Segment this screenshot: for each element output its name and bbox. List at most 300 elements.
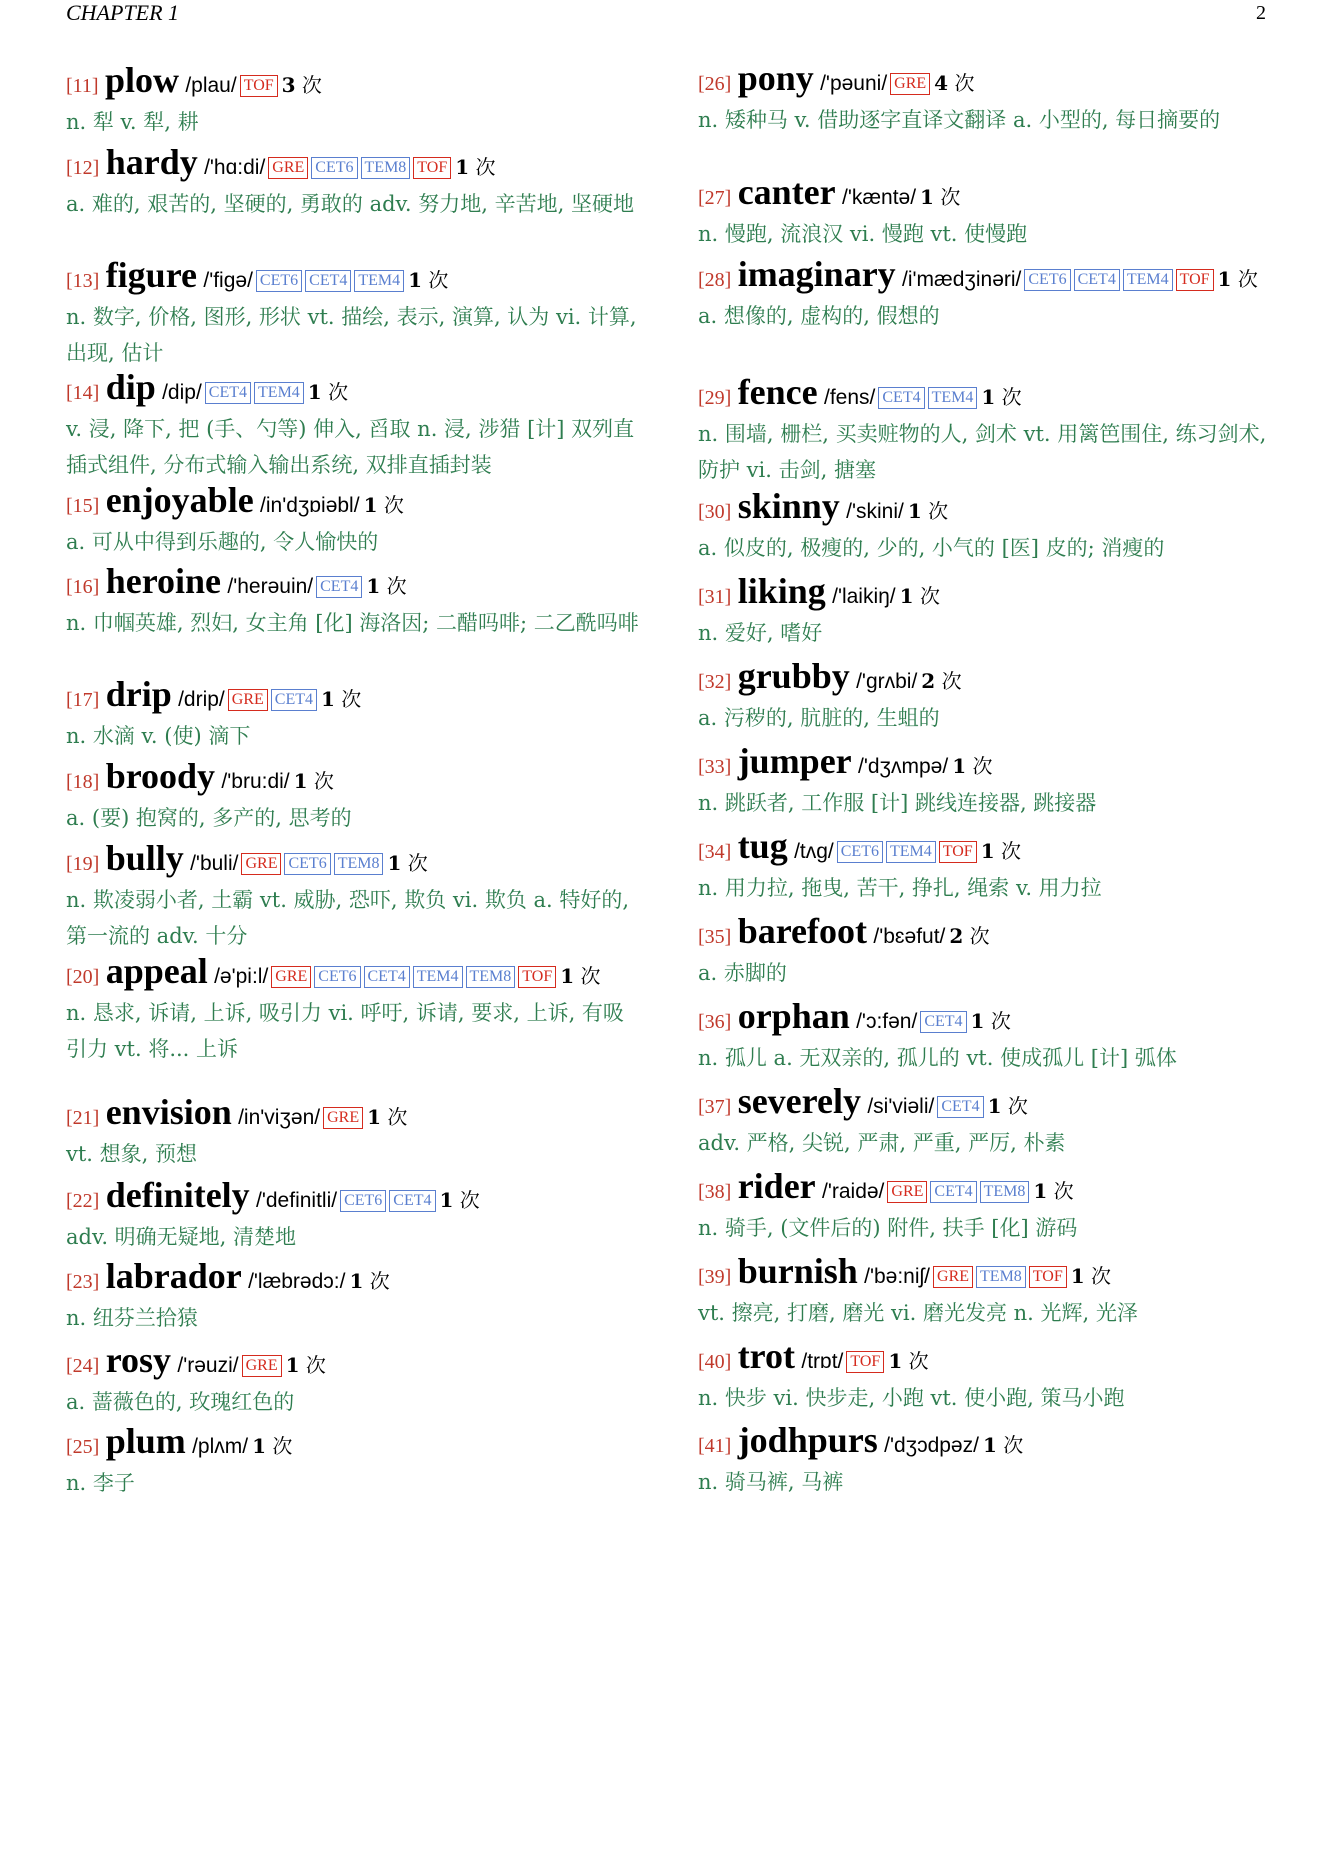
count-unit: 次 bbox=[386, 574, 407, 598]
phonetic: /'rəuzi/ bbox=[177, 1354, 239, 1377]
exam-tag-gre: GRE bbox=[242, 1355, 282, 1377]
exam-tag-tof: TOF bbox=[939, 841, 977, 863]
vocab-entry bbox=[698, 1253, 1270, 1331]
entry-number: [35] bbox=[698, 926, 732, 948]
exam-tag-tof: TOF bbox=[1029, 1266, 1067, 1288]
frequency-count bbox=[1071, 1264, 1111, 1288]
exam-tag-cet4: CET4 bbox=[920, 1011, 966, 1033]
headword: trot bbox=[737, 1336, 795, 1376]
count-number: 1 bbox=[455, 155, 470, 179]
count-number: 1 bbox=[982, 1433, 997, 1457]
count-number: 1 bbox=[560, 964, 575, 988]
entry-head bbox=[66, 1094, 642, 1136]
definition: vt. 想象, 预想 bbox=[66, 1142, 198, 1166]
headword: imaginary bbox=[737, 254, 896, 294]
entry-head bbox=[698, 1253, 1270, 1295]
headword: barefoot bbox=[737, 911, 867, 951]
frequency-count bbox=[252, 1434, 292, 1458]
entry-head bbox=[698, 256, 1270, 298]
headword: figure bbox=[105, 255, 198, 295]
count-unit: 次 bbox=[928, 499, 949, 523]
entry-head bbox=[698, 1422, 1270, 1464]
count-number: 1 bbox=[888, 1349, 903, 1373]
phonetic: /'definitli/ bbox=[256, 1189, 338, 1212]
entry-head bbox=[66, 144, 642, 186]
count-number: 1 bbox=[439, 1188, 454, 1212]
frequency-count bbox=[282, 73, 322, 97]
definition: n. 矮种马 v. 借助逐字直译文翻译 a. 小型的, 每日摘要的 bbox=[698, 108, 1221, 132]
exam-tag-cet4: CET4 bbox=[878, 387, 924, 409]
phonetic: /in'dʒɒiəbl/ bbox=[260, 494, 360, 517]
chapter-header: CHAPTER 1 bbox=[66, 0, 180, 25]
entry-number: [36] bbox=[698, 1011, 732, 1033]
exam-tag-gre: GRE bbox=[887, 1181, 927, 1203]
headword: drip bbox=[105, 674, 172, 714]
count-unit: 次 bbox=[313, 769, 334, 793]
exam-tag-gre: GRE bbox=[268, 157, 308, 179]
phonetic: /i'mædʒinəri/ bbox=[902, 268, 1022, 291]
vocab-entry bbox=[66, 1258, 642, 1336]
vocab-entry bbox=[66, 144, 642, 222]
exam-tag-tem4: TEM4 bbox=[254, 382, 304, 404]
exam-tag-tof: TOF bbox=[518, 966, 556, 988]
frequency-count bbox=[949, 924, 989, 948]
entry-head bbox=[66, 1177, 642, 1219]
entry-number: [17] bbox=[66, 689, 100, 711]
exam-tag-tem8: TEM8 bbox=[976, 1266, 1026, 1288]
phonetic: /dip/ bbox=[162, 381, 202, 404]
frequency-count bbox=[364, 493, 404, 517]
count-number: 1 bbox=[320, 687, 335, 711]
count-unit: 次 bbox=[969, 924, 990, 948]
definition: n. 欺凌弱小者, 土霸 vt. 威胁, 恐吓, 欺负 vi. 欺负 a. 特好的, 第一流的 adv. 十分 bbox=[66, 888, 630, 948]
entry-head bbox=[66, 1342, 642, 1384]
entry-number: [25] bbox=[66, 1436, 100, 1458]
count-number: 1 bbox=[285, 1353, 300, 1377]
headword: orphan bbox=[737, 996, 850, 1036]
phonetic: /'skini/ bbox=[846, 500, 904, 523]
definition: adv. 严格, 尖锐, 严肃, 严重, 严厉, 朴素 bbox=[698, 1131, 1066, 1155]
count-unit: 次 bbox=[941, 669, 962, 693]
count-number: 1 bbox=[899, 584, 914, 608]
phonetic: /'bə:niʃ/ bbox=[864, 1265, 931, 1288]
entry-number: [20] bbox=[66, 966, 100, 988]
exam-tag-tem4: TEM4 bbox=[1123, 269, 1173, 291]
count-number: 1 bbox=[981, 385, 996, 409]
count-unit: 次 bbox=[369, 1269, 390, 1293]
definition: n. 巾帼英雄, 烈妇, 女主角 [化] 海洛因; 二醋吗啡; 二乙酰吗啡 bbox=[66, 611, 639, 635]
frequency-count bbox=[286, 1353, 326, 1377]
entry-number: [30] bbox=[698, 501, 732, 523]
entry-number: [19] bbox=[66, 853, 100, 875]
headword: plow bbox=[104, 60, 179, 100]
phonetic: /in'viʒən/ bbox=[238, 1106, 321, 1129]
exam-tag-cet4: CET4 bbox=[316, 576, 362, 598]
count-number: 1 bbox=[307, 380, 322, 404]
count-number: 1 bbox=[920, 185, 934, 209]
entry-head bbox=[66, 369, 642, 411]
entry-number: [22] bbox=[66, 1190, 100, 1212]
exam-tag-tem8: TEM8 bbox=[980, 1181, 1030, 1203]
entry-number: [18] bbox=[66, 771, 100, 793]
headword: broody bbox=[105, 756, 216, 796]
headword: labrador bbox=[105, 1256, 242, 1296]
vocab-entry bbox=[66, 758, 642, 836]
exam-tag-cet4: CET4 bbox=[1074, 269, 1120, 291]
exam-tag-cet4: CET4 bbox=[305, 270, 351, 292]
definition: n. 骑手, (文件后的) 附件, 扶手 [化] 游码 bbox=[698, 1216, 1078, 1240]
entry-number: [32] bbox=[698, 671, 732, 693]
headword: burnish bbox=[737, 1251, 858, 1291]
entry-number: [29] bbox=[698, 387, 732, 409]
frequency-count bbox=[952, 754, 992, 778]
phonetic: /'laikiŋ/ bbox=[832, 585, 896, 608]
count-unit: 次 bbox=[1000, 839, 1021, 863]
entry-number: [40] bbox=[698, 1351, 732, 1373]
entry-head bbox=[66, 840, 642, 882]
headword: liking bbox=[737, 571, 826, 611]
entry-number: [39] bbox=[698, 1266, 732, 1288]
entry-head bbox=[698, 174, 1270, 216]
vocab-entry bbox=[66, 1342, 642, 1420]
count-unit: 次 bbox=[328, 380, 349, 404]
headword: grubby bbox=[737, 656, 850, 696]
phonetic: /'kæntə/ bbox=[842, 186, 917, 209]
definition: a. 赤脚的 bbox=[698, 961, 787, 985]
definition: a. 想像的, 虚构的, 假想的 bbox=[698, 304, 940, 328]
vocab-entry bbox=[66, 676, 642, 754]
exam-tag-cet4: CET4 bbox=[930, 1181, 976, 1203]
count-number: 2 bbox=[949, 924, 964, 948]
phonetic: /'læbrədɔ:/ bbox=[248, 1270, 346, 1293]
definition: n. 慢跑, 流浪汉 vi. 慢跑 vt. 使慢跑 bbox=[698, 222, 1028, 246]
exam-tag-gre: GRE bbox=[241, 853, 281, 875]
count-number: 1 bbox=[408, 268, 423, 292]
frequency-count bbox=[440, 1188, 480, 1212]
vocab-entry bbox=[698, 256, 1270, 334]
phonetic: /'buli/ bbox=[190, 852, 239, 875]
vocab-entry bbox=[66, 1177, 642, 1255]
count-number: 1 bbox=[366, 574, 381, 598]
headword: plum bbox=[105, 1421, 186, 1461]
exam-tag-tem8: TEM8 bbox=[361, 157, 411, 179]
phonetic: /'bɛəfut/ bbox=[873, 925, 946, 948]
vocab-entry bbox=[698, 1168, 1270, 1246]
phonetic: /'grʌbi/ bbox=[856, 670, 918, 693]
phonetic: /fens/ bbox=[824, 386, 876, 409]
definition: n. 跳跃者, 工作服 [计] 跳线连接器, 跳接器 bbox=[698, 791, 1097, 815]
exam-tag-tof: TOF bbox=[846, 1351, 884, 1373]
entry-head bbox=[698, 998, 1270, 1040]
vocab-entry bbox=[698, 374, 1270, 488]
exam-tag-tem8: TEM8 bbox=[334, 853, 384, 875]
entry-head bbox=[698, 374, 1270, 416]
headword: canter bbox=[737, 172, 836, 212]
entry-number: [24] bbox=[66, 1355, 100, 1377]
entry-head bbox=[698, 488, 1270, 530]
vocab-entry bbox=[66, 62, 642, 140]
vocab-entry bbox=[698, 1338, 1270, 1416]
exam-tag-gre: GRE bbox=[228, 689, 268, 711]
frequency-count bbox=[921, 669, 961, 693]
entry-number: [12] bbox=[66, 157, 100, 179]
vocab-entry bbox=[698, 743, 1270, 821]
entry-head bbox=[66, 1258, 642, 1300]
count-number: 3 bbox=[281, 73, 296, 97]
definition: n. 纽芬兰拾猿 bbox=[66, 1306, 198, 1330]
count-unit: 次 bbox=[383, 493, 404, 517]
phonetic: /plau/ bbox=[185, 74, 237, 97]
count-unit: 次 bbox=[908, 1349, 929, 1373]
exam-tag-cet4: CET4 bbox=[205, 382, 251, 404]
headword: enjoyable bbox=[105, 480, 254, 520]
headword: heroine bbox=[105, 561, 222, 601]
phonetic: /trɒt/ bbox=[801, 1350, 844, 1373]
headword: jumper bbox=[737, 741, 852, 781]
exam-tag-tem4: TEM4 bbox=[354, 270, 404, 292]
exam-tag-cet4: CET4 bbox=[271, 689, 317, 711]
phonetic: /'figə/ bbox=[203, 269, 253, 292]
page-number: 2 bbox=[1256, 2, 1266, 24]
phonetic: /'raidə/ bbox=[822, 1180, 885, 1203]
vocab-entry bbox=[698, 658, 1270, 736]
exam-tag-tem4: TEM4 bbox=[928, 387, 978, 409]
exam-tag-cet6: CET6 bbox=[837, 841, 883, 863]
exam-tag-cet6: CET6 bbox=[314, 966, 360, 988]
entry-head bbox=[698, 658, 1270, 700]
definition: adv. 明确无疑地, 清楚地 bbox=[66, 1225, 297, 1249]
count-unit: 次 bbox=[580, 964, 601, 988]
count-unit: 次 bbox=[972, 754, 993, 778]
vocab-entry bbox=[698, 573, 1270, 651]
entry-number: [13] bbox=[66, 270, 100, 292]
frequency-count bbox=[408, 268, 448, 292]
entry-number: [23] bbox=[66, 1271, 100, 1293]
definition: a. 污秽的, 肮脏的, 生蛆的 bbox=[698, 706, 940, 730]
count-number: 1 bbox=[907, 499, 922, 523]
vocab-entry bbox=[66, 257, 642, 371]
exam-tag-cet4: CET4 bbox=[937, 1096, 983, 1118]
entry-number: [33] bbox=[698, 756, 732, 778]
vocab-entry bbox=[66, 953, 642, 1067]
exam-tag-cet6: CET6 bbox=[256, 270, 302, 292]
vocab-entry bbox=[66, 369, 642, 483]
count-unit: 次 bbox=[387, 1105, 408, 1129]
headword: jodhpurs bbox=[737, 1420, 878, 1460]
vocab-entry bbox=[698, 488, 1270, 566]
exam-tag-cet6: CET6 bbox=[311, 157, 357, 179]
entry-number: [16] bbox=[66, 576, 100, 598]
entry-head bbox=[698, 573, 1270, 615]
count-unit: 次 bbox=[1237, 267, 1258, 291]
headword: appeal bbox=[105, 951, 208, 991]
vocab-entry bbox=[698, 174, 1270, 252]
count-unit: 次 bbox=[301, 73, 322, 97]
frequency-count bbox=[888, 1349, 928, 1373]
count-unit: 次 bbox=[475, 155, 496, 179]
vocab-entry bbox=[698, 913, 1270, 991]
exam-tag-gre: GRE bbox=[890, 73, 930, 95]
definition: n. 水滴 v. (使) 滴下 bbox=[66, 724, 251, 748]
headword: tug bbox=[737, 826, 788, 866]
frequency-count bbox=[900, 584, 940, 608]
headword: rider bbox=[737, 1166, 816, 1206]
phonetic: /'dʒʌmpə/ bbox=[858, 755, 949, 778]
count-unit: 次 bbox=[1001, 385, 1022, 409]
frequency-count bbox=[920, 185, 960, 209]
headword: envision bbox=[105, 1092, 232, 1132]
count-unit: 次 bbox=[272, 1434, 293, 1458]
entry-number: [38] bbox=[698, 1181, 732, 1203]
count-number: 1 bbox=[387, 851, 402, 875]
entry-head bbox=[698, 1168, 1270, 1210]
frequency-count bbox=[1033, 1179, 1073, 1203]
exam-tag-cet6: CET6 bbox=[284, 853, 330, 875]
count-number: 1 bbox=[952, 754, 967, 778]
frequency-count bbox=[455, 155, 495, 179]
definition: a. (要) 抱窝的, 多产的, 思考的 bbox=[66, 806, 352, 830]
phonetic: /'pəuni/ bbox=[820, 72, 888, 95]
count-unit: 次 bbox=[1053, 1179, 1074, 1203]
frequency-count bbox=[367, 1105, 407, 1129]
frequency-count bbox=[988, 1094, 1028, 1118]
entry-head bbox=[66, 953, 642, 995]
frequency-count bbox=[908, 499, 948, 523]
definition: a. 可从中得到乐趣的, 令人愉快的 bbox=[66, 530, 379, 554]
exam-tag-gre: GRE bbox=[933, 1266, 973, 1288]
count-number: 1 bbox=[252, 1434, 267, 1458]
phonetic: /si'viəli/ bbox=[867, 1095, 935, 1118]
definition: n. 围墙, 栅栏, 买卖赃物的人, 剑术 vt. 用篱笆围住, 练习剑术, 防护 vi. 击剑, 搪塞 bbox=[698, 422, 1267, 482]
count-number: 1 bbox=[1217, 267, 1232, 291]
definition: a. 似皮的, 极瘦的, 少的, 小气的 [医] 皮的; 消瘦的 bbox=[698, 536, 1165, 560]
definition: n. 骑马裤, 马裤 bbox=[698, 1470, 844, 1494]
exam-tag-tof: TOF bbox=[1176, 269, 1214, 291]
frequency-count bbox=[349, 1269, 389, 1293]
entry-number: [26] bbox=[698, 73, 732, 95]
frequency-count bbox=[387, 851, 427, 875]
count-number: 1 bbox=[293, 769, 308, 793]
count-unit: 次 bbox=[954, 71, 975, 95]
entry-number: [15] bbox=[66, 495, 100, 517]
exam-tag-cet4: CET4 bbox=[364, 966, 410, 988]
exam-tag-gre: GRE bbox=[271, 966, 311, 988]
exam-tag-tem4: TEM4 bbox=[413, 966, 463, 988]
count-number: 1 bbox=[367, 1105, 382, 1129]
entry-number: [11] bbox=[66, 75, 99, 97]
exam-tag-tof: TOF bbox=[413, 157, 451, 179]
count-unit: 次 bbox=[341, 687, 362, 711]
phonetic: /tʌg/ bbox=[794, 840, 834, 863]
frequency-count bbox=[981, 385, 1021, 409]
count-number: 1 bbox=[363, 493, 378, 517]
count-number: 1 bbox=[987, 1094, 1002, 1118]
entry-number: [28] bbox=[698, 269, 732, 291]
definition: a. 蔷薇色的, 玫瑰红色的 bbox=[66, 1390, 295, 1414]
entry-number: [34] bbox=[698, 841, 732, 863]
frequency-count bbox=[983, 1433, 1023, 1457]
headword: skinny bbox=[737, 486, 840, 526]
definition: n. 恳求, 诉请, 上诉, 吸引力 vi. 呼吁, 诉请, 要求, 上诉, 有吸引力 vt. 将... 上诉 bbox=[66, 1001, 624, 1061]
frequency-count bbox=[366, 574, 406, 598]
entry-head bbox=[66, 482, 642, 524]
entry-head bbox=[66, 62, 642, 104]
phonetic: /'dʒɔdpəz/ bbox=[884, 1434, 979, 1457]
vocab-entry bbox=[66, 1423, 642, 1501]
entry-number: [41] bbox=[698, 1435, 732, 1457]
phonetic: /drip/ bbox=[178, 688, 225, 711]
frequency-count bbox=[934, 71, 974, 95]
definition: n. 犁 v. 犁, 耕 bbox=[66, 110, 199, 134]
frequency-count bbox=[971, 1009, 1011, 1033]
entry-head bbox=[698, 1338, 1270, 1380]
entry-head bbox=[66, 563, 642, 605]
frequency-count bbox=[308, 380, 348, 404]
definition: n. 快步 vi. 快步走, 小跑 vt. 使小跑, 策马小跑 bbox=[698, 1386, 1125, 1410]
headword: pony bbox=[737, 58, 814, 98]
entry-head bbox=[698, 828, 1270, 870]
headword: rosy bbox=[105, 1340, 172, 1380]
definition: n. 孤儿 a. 无双亲的, 孤儿的 vt. 使成孤儿 [计] 弧体 bbox=[698, 1046, 1177, 1070]
entry-number: [14] bbox=[66, 382, 100, 404]
phonetic: /'ɔ:fən/ bbox=[856, 1010, 918, 1033]
entry-number: [21] bbox=[66, 1107, 100, 1129]
count-unit: 次 bbox=[305, 1353, 326, 1377]
vocab-entry bbox=[698, 998, 1270, 1076]
count-unit: 次 bbox=[990, 1009, 1011, 1033]
count-unit: 次 bbox=[1007, 1094, 1028, 1118]
headword: definitely bbox=[105, 1175, 250, 1215]
vocab-entry bbox=[698, 1083, 1270, 1161]
entry-number: [37] bbox=[698, 1096, 732, 1118]
exam-tag-cet6: CET6 bbox=[340, 1190, 386, 1212]
count-number: 4 bbox=[934, 71, 949, 95]
definition: n. 爱好, 嗜好 bbox=[698, 621, 823, 645]
count-unit: 次 bbox=[407, 851, 428, 875]
count-number: 1 bbox=[980, 839, 995, 863]
exam-tag-tof: TOF bbox=[240, 75, 278, 97]
phonetic: /'bru:di/ bbox=[221, 770, 290, 793]
phonetic: /ə'pi:l/ bbox=[214, 965, 269, 988]
entry-head bbox=[66, 1423, 642, 1465]
count-number: 2 bbox=[921, 669, 936, 693]
count-unit: 次 bbox=[940, 185, 961, 209]
count-number: 1 bbox=[1070, 1264, 1085, 1288]
exam-tag-gre: GRE bbox=[323, 1107, 363, 1129]
count-unit: 次 bbox=[459, 1188, 480, 1212]
entry-head bbox=[66, 758, 642, 800]
count-unit: 次 bbox=[1091, 1264, 1112, 1288]
definition: vt. 擦亮, 打磨, 磨光 vi. 磨光发亮 n. 光辉, 光泽 bbox=[698, 1301, 1138, 1325]
count-number: 1 bbox=[970, 1009, 985, 1033]
headword: severely bbox=[737, 1081, 861, 1121]
entry-number: [31] bbox=[698, 586, 732, 608]
count-unit: 次 bbox=[1003, 1433, 1024, 1457]
definition: v. 浸, 降下, 把 (手、勺等) 伸入, 舀取 n. 浸, 涉猎 [计] 双列直插式组件, 分布式输入输出系统, 双排直插封装 bbox=[66, 417, 635, 477]
vocab-entry bbox=[698, 1422, 1270, 1500]
headword: dip bbox=[105, 367, 156, 407]
frequency-count bbox=[294, 769, 334, 793]
headword: fence bbox=[737, 372, 818, 412]
count-unit: 次 bbox=[428, 268, 449, 292]
entry-head bbox=[66, 257, 642, 299]
count-number: 1 bbox=[349, 1269, 364, 1293]
vocab-entry bbox=[66, 1094, 642, 1172]
vocab-entry bbox=[698, 828, 1270, 906]
definition: a. 难的, 艰苦的, 坚硬的, 勇敢的 adv. 努力地, 辛苦地, 坚硬地 bbox=[66, 192, 634, 216]
entry-head bbox=[698, 1083, 1270, 1125]
frequency-count bbox=[1218, 267, 1258, 291]
